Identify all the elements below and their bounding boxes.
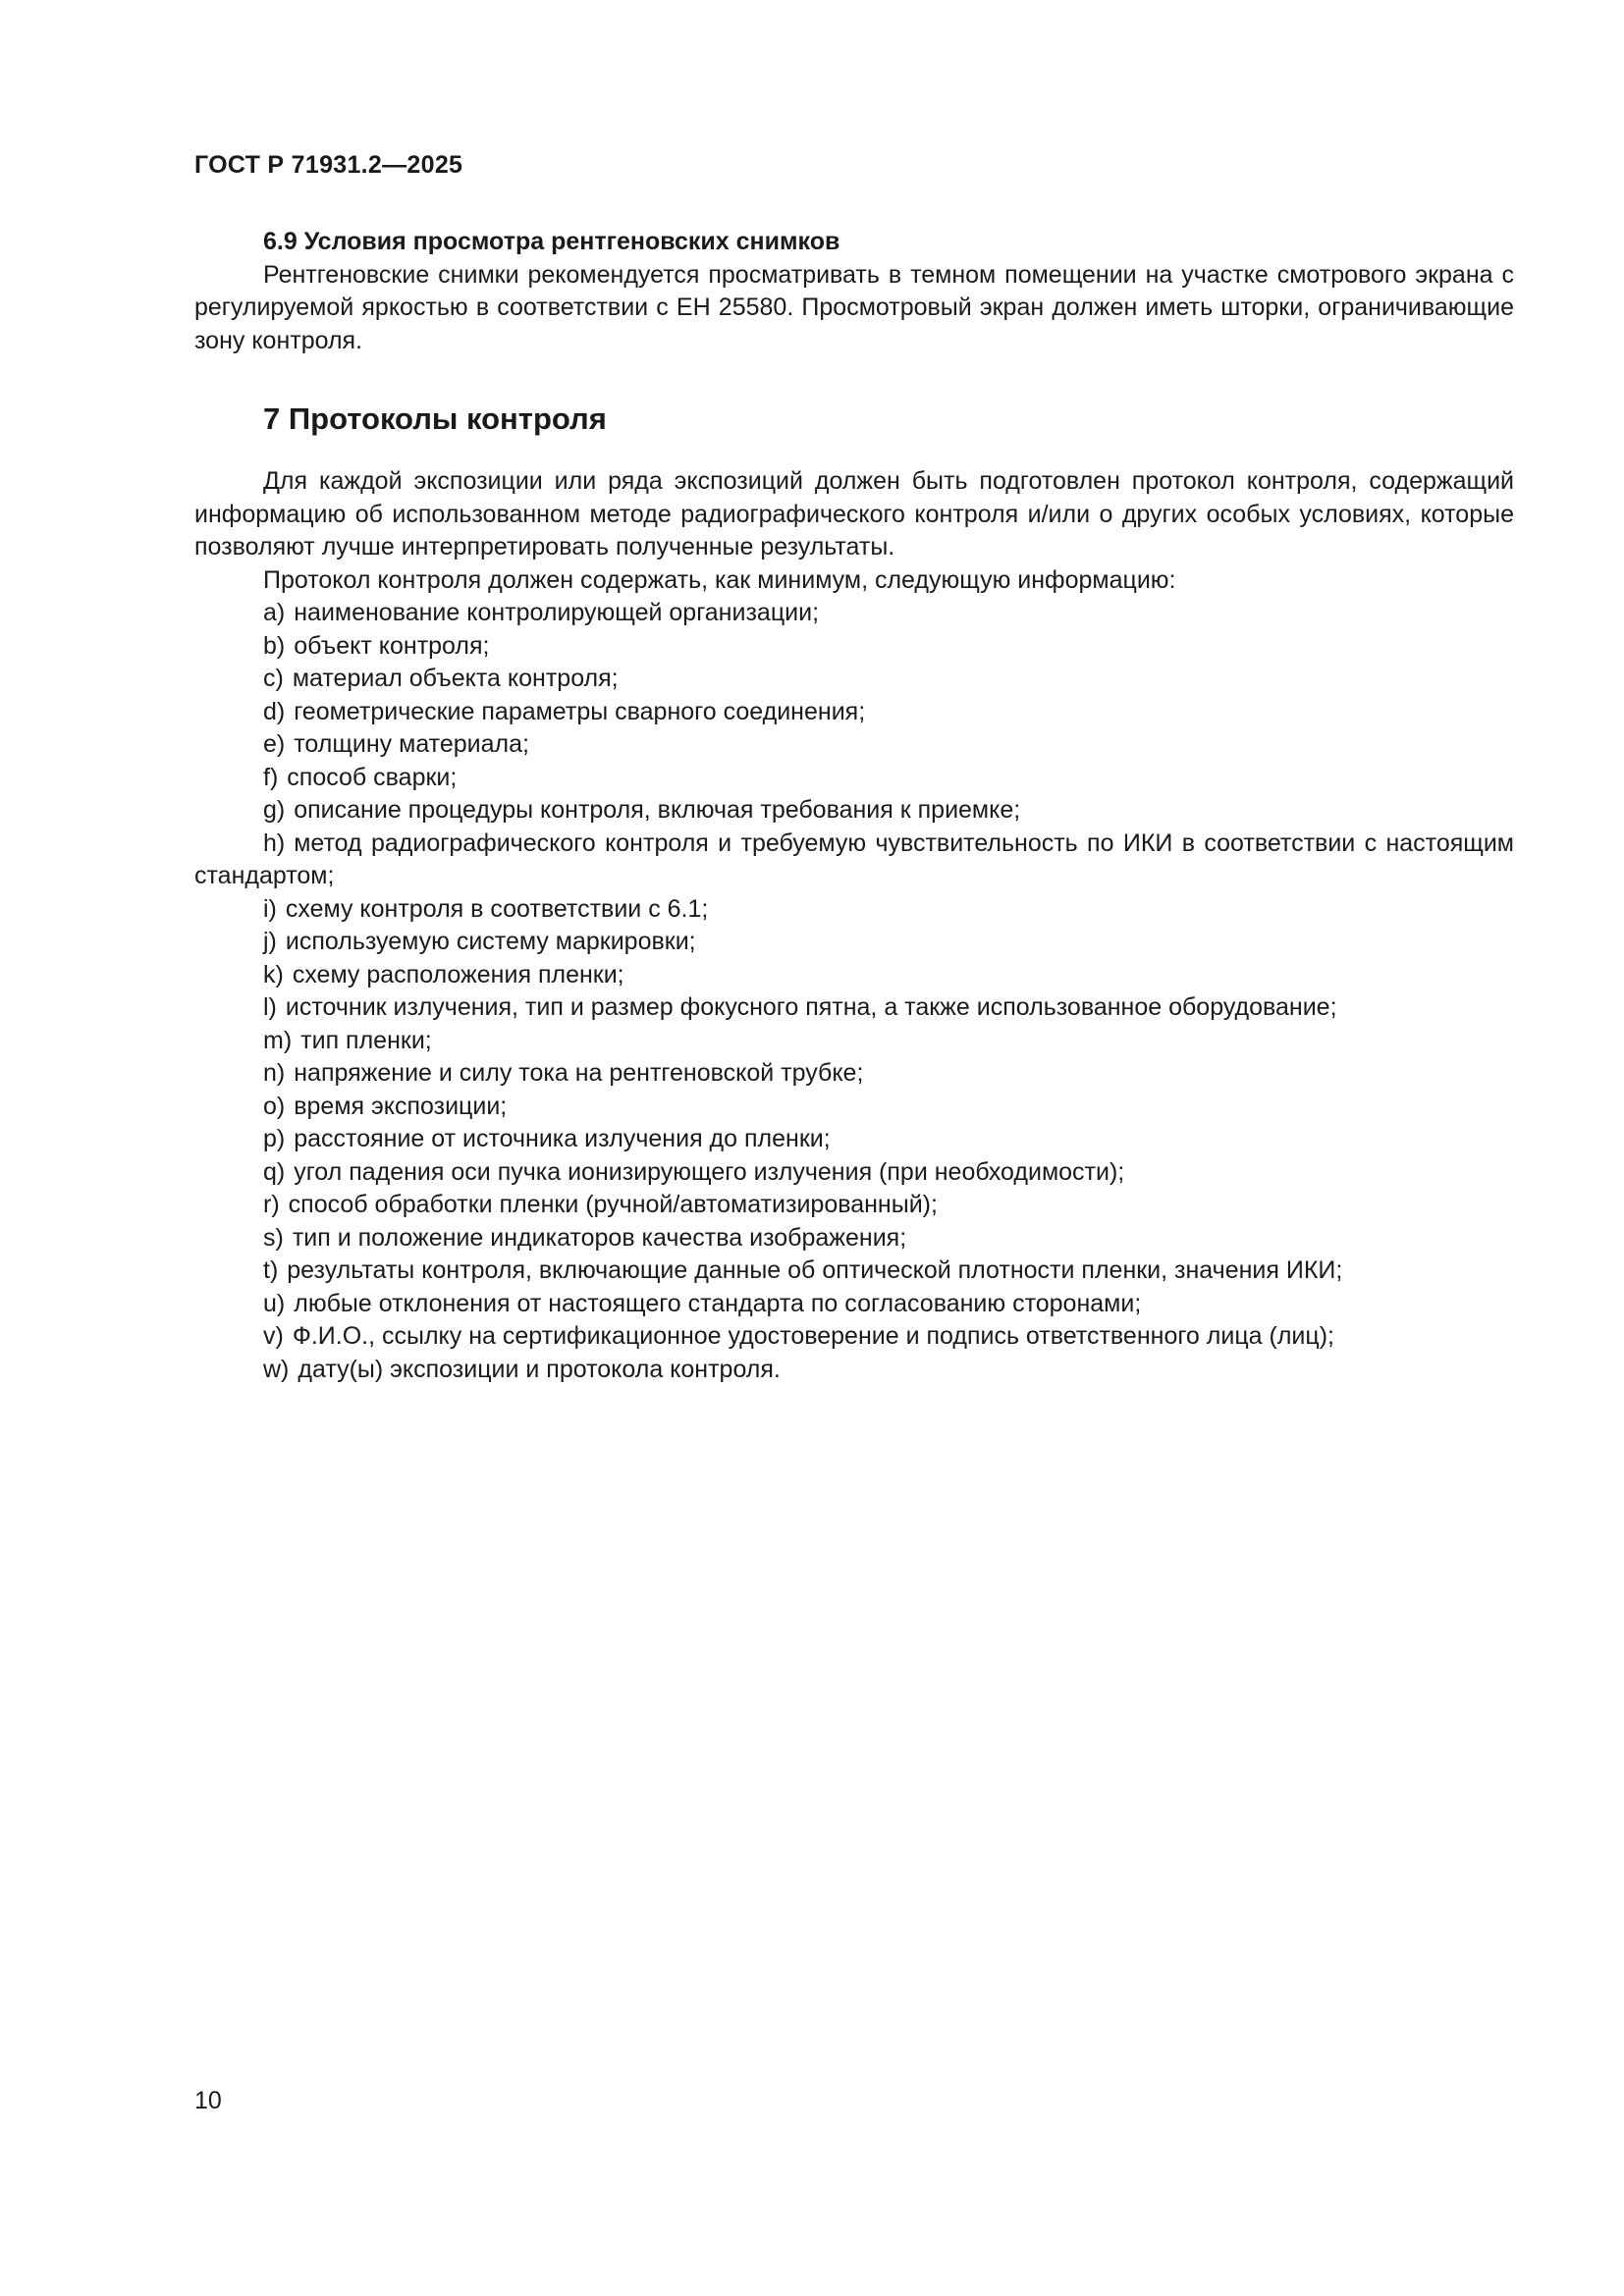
list-item-text: любые отклонения от настоящего стандарта по согласованию сторонами;: [294, 1289, 1142, 1317]
list-item: [194, 893, 1514, 927]
list-item: [194, 794, 1514, 828]
list-item-text: толщину материала;: [294, 730, 529, 758]
subsection-6-9-title: 6.9 Условия просмотра рентгеновских снимков: [263, 228, 840, 255]
list-item-text: способ сварки;: [287, 763, 458, 791]
list-item-text: тип пленки;: [300, 1026, 432, 1054]
list-marker: a): [263, 599, 286, 626]
list-item: [194, 1288, 1514, 1321]
list-item: [194, 1156, 1514, 1190]
list-item-text: расстояние от источника излучения до пленки;: [294, 1125, 831, 1152]
list-item: [194, 1057, 1514, 1091]
list-item: [194, 991, 1514, 1025]
list-marker: n): [263, 1059, 286, 1087]
list-marker: m): [263, 1026, 293, 1054]
document-code-header: ГОСТ Р 71931.2—2025: [194, 151, 463, 179]
list-marker: t): [263, 1256, 279, 1284]
list-item: [194, 1354, 1514, 1387]
list-item: [194, 926, 1514, 959]
list-item: [194, 630, 1514, 664]
list-item-text: время экспозиции;: [294, 1092, 508, 1120]
list-item-text: материал объекта контроля;: [292, 665, 619, 692]
list-item-text: объект контроля;: [294, 631, 490, 660]
list-marker: o): [263, 1092, 286, 1120]
list-marker: u): [263, 1289, 286, 1317]
list-marker: s): [263, 1223, 284, 1252]
list-item: [194, 1320, 1514, 1354]
section-7-intro-paragraph: Для каждой экспозиции или ряда экспозиций должен быть подготовлен протокол контроля, содержащий информацию об использованном методе радиографического контроля и/или о других особых условиях, которые позволяют лучше интерпретировать полученные результаты.: [194, 467, 1514, 561]
list-item: [194, 663, 1514, 696]
page-content: [194, 226, 1514, 1386]
list-marker: d): [263, 697, 286, 725]
list-item: [194, 1091, 1514, 1124]
section-7-lead-paragraph: Протокол контроля должен содержать, как минимум, следующую информацию:: [263, 565, 1176, 594]
page-number: 10: [194, 2087, 222, 2114]
list-item: [194, 1255, 1514, 1288]
list-marker: q): [263, 1157, 286, 1186]
list-item-text: результаты контроля, включающие данные об оптической плотности пленки, значения ИКИ;: [287, 1256, 1343, 1284]
subsection-6-9-paragraph: Рентгеновские снимки рекомендуется просматривать в темном помещении на участке смотрового экрана с регулируемой яркостью в соответствии с ЕН 25580. Просмотровый экран должен иметь шторки, ограничивающие зону контроля.: [194, 260, 1514, 354]
list-item: [194, 1189, 1514, 1222]
list-item-text: наименование контролирующей организации;: [294, 599, 820, 626]
list-item-text: тип и положение индикаторов качества изображения;: [292, 1223, 907, 1252]
list-item-text: дату(ы) экспозиции и протокола контроля.: [298, 1355, 781, 1383]
list-marker: h): [263, 828, 286, 857]
list-item-text: схему контроля в соответствии с 6.1;: [285, 894, 709, 923]
list-marker: l): [263, 993, 277, 1021]
list-marker: j): [263, 928, 277, 955]
list-item: [194, 1123, 1514, 1156]
list-item: [194, 762, 1514, 795]
list-item-text: Ф.И.О., ссылку на сертификационное удостоверение и подпись ответственного лица (лиц);: [292, 1322, 1334, 1350]
list-item: [194, 828, 1514, 893]
list-item: [194, 1025, 1514, 1058]
list-marker: r): [263, 1191, 280, 1218]
list-item-text: напряжение и силу тока на рентгеновской трубке;: [294, 1059, 864, 1087]
list-marker: v): [263, 1322, 284, 1350]
list-item: [194, 696, 1514, 729]
list-item-text: геометрические параметры сварного соединения;: [294, 697, 866, 725]
list-item: [194, 597, 1514, 630]
list-item-text: используемую систему маркировки;: [285, 928, 696, 955]
list-item-text: угол падения оси пучка ионизирующего излучения (при необходимости);: [294, 1157, 1125, 1186]
list-item-text: схему расположения пленки;: [292, 960, 624, 988]
list-item-text: метод радиографического контроля и требуемую чувствительность по ИКИ в соответствии с настоящим стандартом;: [194, 828, 1514, 889]
protocol-requirements-list: [194, 597, 1514, 1386]
list-item-text: источник излучения, тип и размер фокусного пятна, а также использованное оборудование;: [285, 993, 1337, 1021]
list-marker: i): [263, 894, 277, 923]
list-marker: f): [263, 763, 279, 791]
list-item: [194, 728, 1514, 762]
list-marker: e): [263, 730, 286, 758]
list-marker: p): [263, 1125, 286, 1152]
list-item-text: описание процедуры контроля, включая требования к приемке;: [294, 796, 1021, 824]
section-7-title: 7 Протоколы контроля: [263, 401, 607, 436]
list-item-text: способ обработки пленки (ручной/автоматизированный);: [288, 1191, 938, 1218]
list-item: [194, 1222, 1514, 1255]
list-marker: b): [263, 631, 286, 660]
list-marker: g): [263, 796, 286, 824]
list-marker: c): [263, 665, 284, 692]
list-marker: k): [263, 960, 284, 988]
list-marker: w): [263, 1355, 290, 1383]
list-item: [194, 959, 1514, 992]
